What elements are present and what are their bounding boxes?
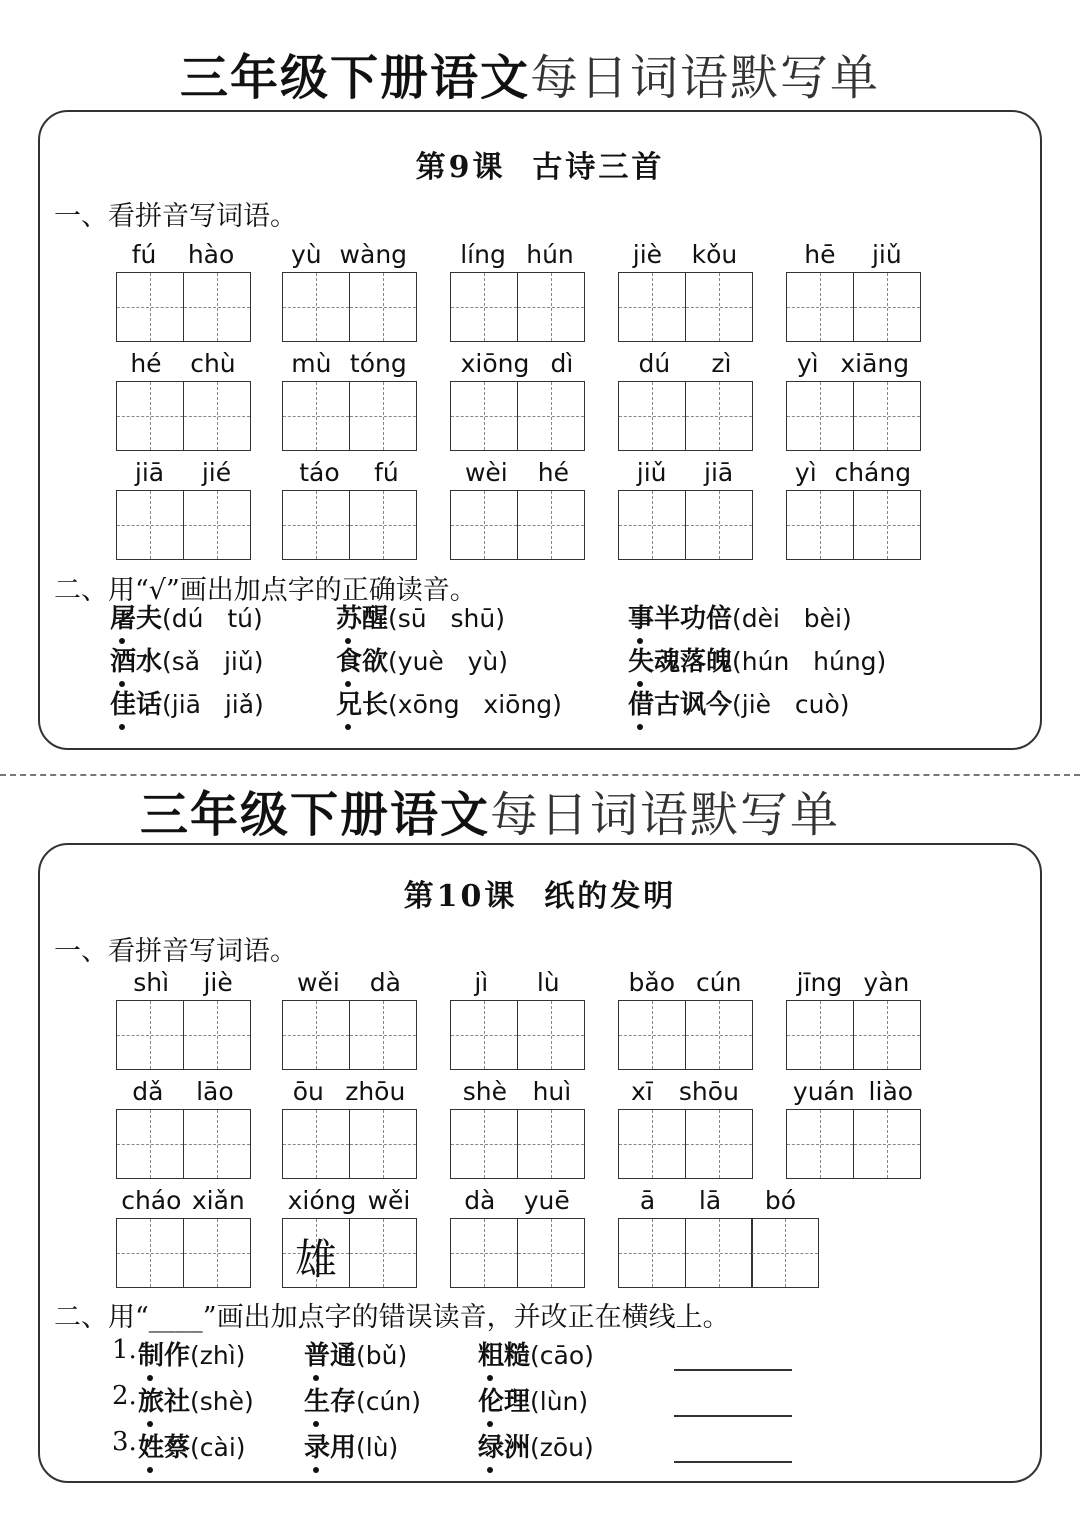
writing-box[interactable] [517,1218,585,1288]
pinyin-syllable: zhōu [345,1077,406,1106]
pinyin-options: (dèi bèi) [732,604,852,633]
pinyin-syllable: wěi [367,1186,411,1215]
writing-box[interactable] [349,381,417,451]
pinyin-label [450,458,584,488]
answer-line[interactable] [674,1461,792,1463]
pinyin-syllable: dà [464,1186,496,1215]
writing-grid [116,1000,249,1070]
pinyin-syllable: dú [638,349,671,378]
writing-grid [282,1000,415,1070]
writing-grid [618,272,751,342]
correction-item[interactable] [304,1381,421,1418]
writing-box[interactable] [282,490,350,560]
sheet-title-sub: 每日词语默写单 [530,50,881,106]
pinyin-syllable: dǎ [132,1077,164,1106]
writing-box[interactable] [450,1218,518,1288]
handwritten-character: 雄 [294,1235,337,1284]
reading-choice-item[interactable] [110,684,264,721]
section-2-heading: 二、用“√”画出加点字的正确读音。 [54,575,477,606]
pinyin-options: (xōng xiōng) [388,690,562,719]
pinyin-syllable: xiōng [460,349,530,378]
dotted-word [336,604,388,634]
pinyin-label [282,968,416,998]
pinyin-label [450,1077,584,1107]
word-text: 姓蔡 [138,1433,191,1463]
writing-box[interactable] [116,381,184,451]
word-text: 借古讽今 [628,690,733,720]
pinyin-syllable: jié [201,458,232,487]
pinyin-label [116,240,250,270]
pinyin-syllable: jiè [632,240,663,269]
writing-box[interactable] [282,1218,350,1288]
pinyin-syllable: bǎo [628,968,675,997]
pinyin-syllable: wèi [464,458,508,487]
pinyin-label [618,1077,752,1107]
pinyin-syllable: shōu [678,1077,739,1106]
word-text: 旅社 [138,1387,191,1417]
pinyin-syllable: jīng [796,968,843,997]
pinyin-label [618,240,752,270]
writing-box[interactable] [786,1109,854,1179]
writing-box[interactable] [618,1000,686,1070]
pinyin-label [282,1186,416,1216]
writing-box[interactable] [282,272,350,342]
writing-box[interactable] [853,272,921,342]
dotted-word [478,1387,530,1417]
writing-box[interactable] [116,1109,184,1179]
section-1-heading: 一、看拼音写词语。 [54,936,297,967]
pinyin-label [282,349,416,379]
sheet-title-main: 三年级下册语文 [179,50,530,106]
pinyin-syllable: ā [639,1186,656,1215]
writing-box[interactable] [282,1109,350,1179]
writing-box[interactable] [685,1218,753,1288]
pinyin-syllable: ōu [292,1077,324,1106]
reading-choice-item[interactable] [110,641,263,678]
writing-grid [786,490,919,560]
writing-box[interactable] [751,1218,819,1288]
writing-grid [450,1109,583,1179]
pinyin-label [786,349,920,379]
pinyin-syllable: xiāng [840,349,910,378]
pinyin-syllable: yàn [863,968,910,997]
pinyin-label [618,458,752,488]
writing-box[interactable] [183,490,251,560]
writing-box[interactable] [853,490,921,560]
writing-box[interactable] [685,1000,753,1070]
correction-item[interactable] [138,1381,254,1418]
emphasis-dot-icon [487,1467,493,1473]
word-text: 事半功倍 [628,604,733,634]
pinyin-syllable: shì [133,968,170,997]
writing-grid [618,1109,751,1179]
pinyin-label [450,968,584,998]
pinyin-syllable: cháo [121,1186,182,1215]
word-text: 普通 [304,1341,357,1371]
pinyin-label [116,1077,250,1107]
sheet-title-main: 三年级下册语文 [139,787,490,843]
dotted-word [478,1433,530,1463]
emphasis-dot-icon [345,724,351,730]
writing-grid [116,272,249,342]
writing-box[interactable] [450,1109,518,1179]
word-text: 伦理 [478,1387,531,1417]
writing-box[interactable] [786,381,854,451]
writing-box[interactable] [786,1000,854,1070]
reading-choice-item[interactable] [628,641,886,678]
writing-grid [450,272,583,342]
pinyin-syllable: tóng [349,349,407,378]
pinyin-syllable: fú [131,240,157,269]
writing-box[interactable] [618,381,686,451]
correction-item[interactable] [138,1335,245,1372]
writing-box[interactable] [685,381,753,451]
pinyin-reading: (zōu) [530,1433,594,1462]
pinyin-options: (hún húng) [732,647,887,676]
section-1-heading: 一、看拼音写词语。 [54,201,297,232]
pinyin-syllable: zì [711,349,732,378]
dotted-word [628,647,732,677]
pinyin-syllable: jiā [134,458,165,487]
pinyin-syllable: bó [764,1186,797,1215]
writing-box[interactable] [116,1218,184,1288]
pinyin-reading: (bǔ) [356,1341,408,1370]
writing-box[interactable] [349,490,417,560]
emphasis-dot-icon [637,724,643,730]
pinyin-label [282,240,416,270]
pinyin-syllable: dà [369,968,401,997]
pinyin-reading: (lù) [356,1433,399,1462]
pinyin-label [450,349,584,379]
dotted-word [110,647,162,677]
pinyin-reading: (lùn) [530,1387,589,1416]
pinyin-reading: (zhì) [190,1341,246,1370]
reading-choice-item[interactable] [628,598,852,635]
writing-box[interactable] [853,381,921,451]
pinyin-syllable: yuē [523,1186,570,1215]
pinyin-label [450,1186,584,1216]
emphasis-dot-icon [147,1467,153,1473]
writing-box[interactable] [685,490,753,560]
writing-box[interactable] [517,272,585,342]
cut-line-divider [0,774,1080,776]
pinyin-syllable: jiā [704,458,734,487]
pinyin-label [786,458,920,488]
writing-box[interactable] [349,1218,417,1288]
writing-box[interactable] [183,272,251,342]
writing-box[interactable] [450,272,518,342]
pinyin-syllable: jiǔ [871,240,902,269]
writing-box[interactable] [450,490,518,560]
correction-item[interactable] [304,1335,407,1372]
dotted-word [478,1341,530,1371]
pinyin-syllable: yì [796,349,819,378]
pinyin-syllable: huì [532,1077,572,1106]
correction-item[interactable] [138,1427,246,1464]
writing-grid [618,490,751,560]
writing-grid [282,381,415,451]
dotted-word [304,1387,356,1417]
dotted-word [628,604,732,634]
writing-box[interactable] [786,490,854,560]
pinyin-options: (jiā jiǎ) [162,690,264,719]
writing-box[interactable] [853,1000,921,1070]
writing-grid [450,490,583,560]
dotted-word [304,1433,356,1463]
pinyin-label [786,968,920,998]
writing-box[interactable] [786,272,854,342]
correction-item[interactable] [478,1381,588,1418]
writing-box[interactable] [450,1000,518,1070]
pinyin-syllable: kǒu [691,240,738,269]
writing-grid [786,1109,919,1179]
pinyin-syllable: chù [190,349,236,378]
dotted-word [336,690,388,720]
writing-box[interactable] [685,1109,753,1179]
pinyin-syllable: lāo [196,1077,234,1106]
pinyin-syllable: jiè [203,968,233,997]
pinyin-syllable: dì [550,349,574,378]
word-text: 兄长 [336,690,389,720]
pinyin-options: (jiè cuò) [732,690,850,719]
writing-grid [786,1000,919,1070]
pinyin-syllable: liào [868,1077,914,1106]
writing-box[interactable] [618,490,686,560]
word-text: 绿洲 [478,1433,531,1463]
dotted-word [628,690,732,720]
writing-box[interactable] [183,381,251,451]
pinyin-options: (yuè yù) [388,647,509,676]
word-text: 酒水 [110,647,163,677]
pinyin-label [786,1077,920,1107]
pinyin-syllable: xióng [287,1186,357,1215]
pinyin-label [618,349,752,379]
writing-box[interactable] [183,1218,251,1288]
pinyin-reading: (cún) [356,1387,421,1416]
lesson-title: 第10课 纸的发明 [403,879,677,914]
writing-grid [450,381,583,451]
writing-grid [282,490,415,560]
pinyin-syllable: yuán [792,1077,855,1106]
pinyin-syllable: cháng [834,458,912,487]
pinyin-syllable: wàng [339,240,408,269]
writing-box[interactable] [618,1109,686,1179]
writing-box[interactable] [349,1000,417,1070]
dotted-word [138,1341,190,1371]
correction-item[interactable] [478,1427,594,1464]
dotted-word [110,690,162,720]
writing-grid [282,1109,415,1179]
pinyin-syllable: jiǔ [636,458,667,487]
pinyin-label [786,240,920,270]
pinyin-label [116,1186,250,1216]
pinyin-syllable: lù [536,968,560,997]
pinyin-syllable: hé [130,349,162,378]
writing-box[interactable] [349,1109,417,1179]
writing-box[interactable] [685,272,753,342]
pinyin-syllable: hào [187,240,235,269]
writing-box[interactable] [517,1109,585,1179]
dotted-word [336,647,388,677]
pinyin-syllable: fú [374,458,399,487]
word-text: 录用 [304,1433,357,1463]
pinyin-options: (dú tú) [162,604,263,633]
answer-line[interactable] [674,1369,792,1371]
exercise-panel [38,843,1042,1483]
pinyin-syllable: wěi [297,968,340,997]
pinyin-options: (sū shū) [388,604,505,633]
reading-choice-item[interactable] [336,641,508,678]
section-2-heading: 二、用“____”画出加点字的错误读音，并改正在横线上。 [54,1302,730,1333]
sheet-title-sub: 每日词语默写单 [490,787,841,843]
writing-grid [282,272,415,342]
writing-box[interactable] [349,272,417,342]
writing-box[interactable] [517,490,585,560]
dotted-word [110,604,162,634]
pinyin-reading: (cài) [190,1433,246,1462]
writing-grid [450,1218,583,1288]
word-text: 粗糙 [478,1341,531,1371]
correction-item[interactable] [478,1335,594,1372]
sheet-title [0,48,1070,108]
writing-grid [116,1109,249,1179]
writing-grid [618,1000,751,1070]
word-text: 制作 [138,1341,191,1371]
sheet-title [0,785,1030,845]
lesson-title: 第9课 古诗三首 [415,150,665,185]
pinyin-syllable: yì [794,458,817,487]
question-number: 1. [112,1335,137,1365]
dotted-word [138,1433,190,1463]
writing-grid [618,1218,818,1288]
pinyin-syllable: lā [698,1186,722,1215]
pinyin-reading: (shè) [190,1387,254,1416]
pinyin-label [618,1186,818,1216]
reading-choice-item[interactable] [336,598,505,635]
exercise-panel [38,110,1042,750]
pinyin-reading: (cāo) [530,1341,594,1370]
writing-box[interactable] [116,490,184,560]
writing-grid [116,1218,249,1288]
writing-box[interactable] [282,1000,350,1070]
correction-item[interactable] [304,1427,398,1464]
pinyin-syllable: shè [462,1077,508,1106]
pinyin-syllable: xiǎn [191,1186,245,1215]
writing-box[interactable] [618,1218,686,1288]
writing-box[interactable] [116,272,184,342]
pinyin-syllable: hé [537,458,569,487]
word-text: 失魂落魄 [628,647,733,677]
emphasis-dot-icon [119,724,125,730]
pinyin-label [618,968,752,998]
writing-grid [618,381,751,451]
answer-line[interactable] [674,1415,792,1417]
pinyin-syllable: xī [631,1077,653,1106]
question-number: 3. [112,1427,137,1457]
writing-box[interactable] [517,1000,585,1070]
reading-choice-item[interactable] [336,684,562,721]
writing-box[interactable] [618,272,686,342]
writing-box[interactable] [116,1000,184,1070]
word-text: 屠夫 [110,604,163,634]
pinyin-syllable: cún [696,968,742,997]
pinyin-label [116,968,250,998]
pinyin-options: (sǎ jiǔ) [162,647,264,676]
writing-box[interactable] [282,381,350,451]
pinyin-label [282,458,416,488]
pinyin-syllable: líng [460,240,506,269]
pinyin-label [116,458,250,488]
word-text: 苏醒 [336,604,389,634]
pinyin-syllable: táo [299,458,340,487]
pinyin-syllable: hē [804,240,836,269]
word-text: 生存 [304,1387,357,1417]
writing-grid [116,490,249,560]
word-text: 佳话 [110,690,163,720]
writing-box[interactable] [853,1109,921,1179]
dotted-word [138,1387,190,1417]
pinyin-syllable: yù [290,240,322,269]
writing-grid [116,381,249,451]
pinyin-label [116,349,250,379]
reading-choice-item[interactable] [110,598,263,635]
writing-box[interactable] [183,1000,251,1070]
pinyin-syllable: jì [474,968,489,997]
writing-box[interactable] [517,381,585,451]
pinyin-label [450,240,584,270]
writing-box[interactable] [183,1109,251,1179]
pinyin-syllable: mù [291,349,332,378]
reading-choice-item[interactable] [628,684,850,721]
emphasis-dot-icon [313,1467,319,1473]
question-number: 2. [112,1381,137,1411]
writing-box[interactable] [450,381,518,451]
dotted-word [304,1341,356,1371]
writing-grid [786,272,919,342]
writing-grid [282,1218,415,1288]
pinyin-syllable: hún [526,240,574,269]
writing-grid [450,1000,583,1070]
writing-grid [786,381,919,451]
pinyin-label [282,1077,416,1107]
word-text: 食欲 [336,647,389,677]
